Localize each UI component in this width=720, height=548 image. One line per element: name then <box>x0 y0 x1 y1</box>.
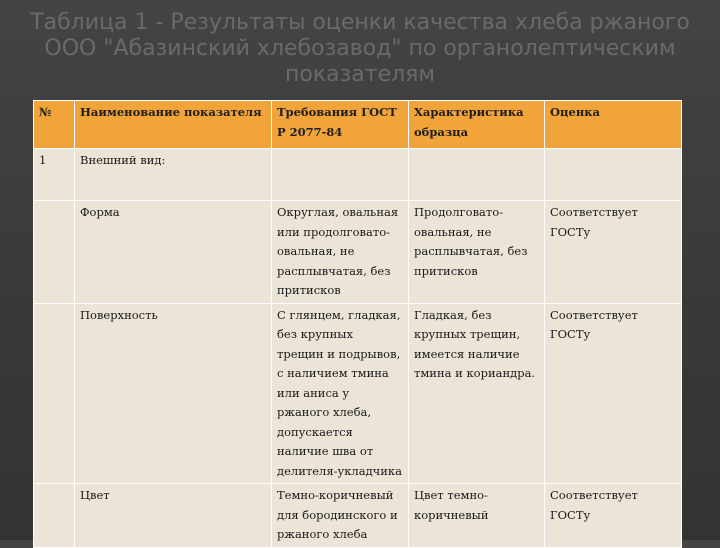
cell-requirement: Темно-коричневый для бородинского и ржаного хлеба <box>272 484 409 548</box>
header-sample-characteristic: Характеристика образца <box>409 101 545 149</box>
cell-requirement: Округлая, овальная или продолговато-овальная, не расплывчатая, без притисков <box>272 201 409 304</box>
cell-characteristic: Гладкая, без крупных трещин, имеется наличие тмина и кориандра. <box>409 303 545 484</box>
header-assessment: Оценка <box>545 101 682 149</box>
cell-assessment: Соответствует ГОСТу <box>545 484 682 548</box>
cell-assessment: Соответствует ГОСТу <box>545 201 682 304</box>
cell-assessment: Соответствует ГОСТу <box>545 303 682 484</box>
header-gost-requirements: Требования ГОСТ Р 2077-84 <box>272 101 409 149</box>
cell-requirement <box>272 149 409 201</box>
organoleptic-results-table <box>33 100 682 548</box>
table-header-row <box>34 101 682 149</box>
cell-indicator: Поверхность <box>75 303 272 484</box>
cell-number <box>34 201 75 304</box>
cell-number <box>34 303 75 484</box>
cell-requirement: С глянцем, гладкая, без крупных трещин и подрывов, с наличием тмина или аниса у ржаного хлеба, допускается наличие шва от делителя-укладчика <box>272 303 409 484</box>
cell-characteristic: Цвет темно-коричневый <box>409 484 545 548</box>
cell-characteristic: Продолговато-овальная, не расплывчатая, без притисков <box>409 201 545 304</box>
slide-title: Таблица 1 - Результаты оценки качества хлеба ржаного ООО "Абазинский хлебозавод" по органолептическим показателям <box>30 10 690 87</box>
table-row <box>34 149 682 201</box>
table-row <box>34 484 682 548</box>
cell-indicator: Внешний вид: <box>75 149 272 201</box>
table-row <box>34 303 682 484</box>
cell-indicator: Цвет <box>75 484 272 548</box>
cell-number <box>34 484 75 548</box>
cell-number: 1 <box>34 149 75 201</box>
cell-characteristic <box>409 149 545 201</box>
header-indicator-name: Наименование показателя <box>75 101 272 149</box>
table-row <box>34 201 682 304</box>
cell-assessment <box>545 149 682 201</box>
cell-indicator: Форма <box>75 201 272 304</box>
header-number: № <box>34 101 75 149</box>
